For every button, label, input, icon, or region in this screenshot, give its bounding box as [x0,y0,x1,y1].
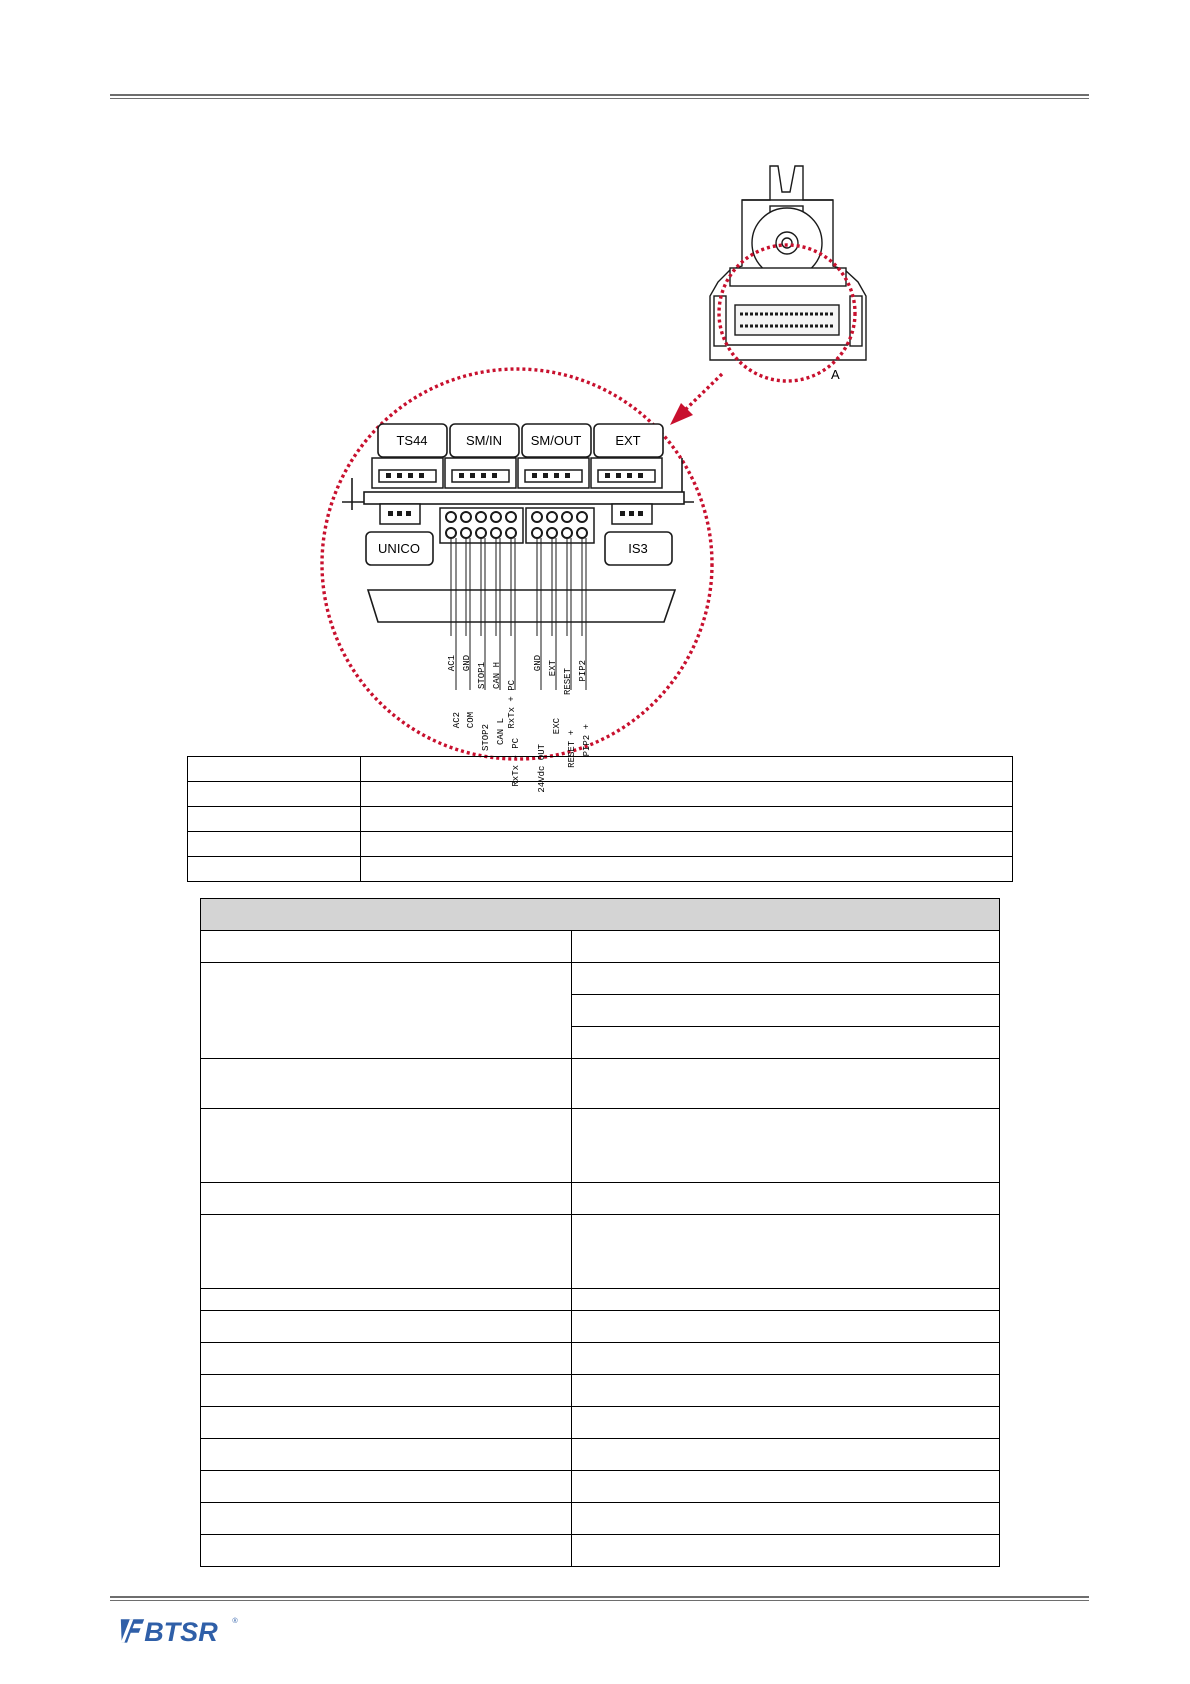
table-row [201,1109,1000,1183]
label-ext: EXT [615,433,641,448]
label-sm-out: SM/OUT [530,433,582,448]
svg-text:GND: GND [533,655,543,672]
svg-text:STOP2: STOP2 [481,724,491,752]
spec-table [200,898,1000,1567]
table-row [201,1407,1000,1439]
connector-diagram [0,0,1190,793]
logo-text: BTSR [144,1616,218,1647]
table-row [188,757,1013,782]
table-row [201,1215,1000,1289]
svg-text:AC2: AC2 [452,712,462,729]
svg-text:EXC: EXC [552,718,562,735]
label-sm-in: SM/IN [465,433,503,448]
table-row [201,1183,1000,1215]
label-unico: UNICO [378,541,420,556]
table-row [188,807,1013,832]
svg-text:AC1: AC1 [447,655,457,672]
table-row [201,1375,1000,1407]
svg-text:RxTx - PC: RxTx - PC [511,738,521,787]
label-ts44: TS44 [396,433,428,448]
svg-text:PIP2: PIP2 [578,660,588,682]
table-row [201,1289,1000,1311]
table-row [188,832,1013,857]
svg-text:STOP1: STOP1 [477,662,487,690]
table-row [188,857,1013,882]
legend-table [187,756,1013,882]
svg-text:GND: GND [462,655,472,672]
callout-letter: A [831,367,840,382]
table-row [201,963,1000,995]
svg-text:RESET: RESET [563,668,573,696]
svg-text:RxTx + PC: RxTx + PC [507,680,517,729]
svg-text:CAN H: CAN H [492,662,502,690]
callout-arrow-line [684,374,722,411]
logo-registered-mark: ® [232,1615,238,1625]
table-row [201,1503,1000,1535]
svg-text:PIP2 +: PIP2 + [582,724,592,757]
btsr-logo [112,1612,252,1648]
svg-text:RESET +: RESET + [567,730,577,768]
label-is3: IS3 [628,541,648,556]
svg-text:CAN L: CAN L [496,718,506,746]
svg-text:EXT: EXT [548,660,558,677]
table-row [201,1439,1000,1471]
table-row [188,782,1013,807]
footer-rule [110,1596,1089,1601]
table-row [201,1059,1000,1109]
svg-text:24Vdc OUT: 24Vdc OUT [537,744,547,793]
table-row [201,1471,1000,1503]
table-row [201,931,1000,963]
table-header-row [201,899,1000,931]
callout-arrow-head [670,403,693,425]
device-illustration [710,166,866,360]
table-row [201,1311,1000,1343]
svg-text:COM: COM [466,712,476,729]
table-row [201,1343,1000,1375]
table-row [201,1535,1000,1567]
